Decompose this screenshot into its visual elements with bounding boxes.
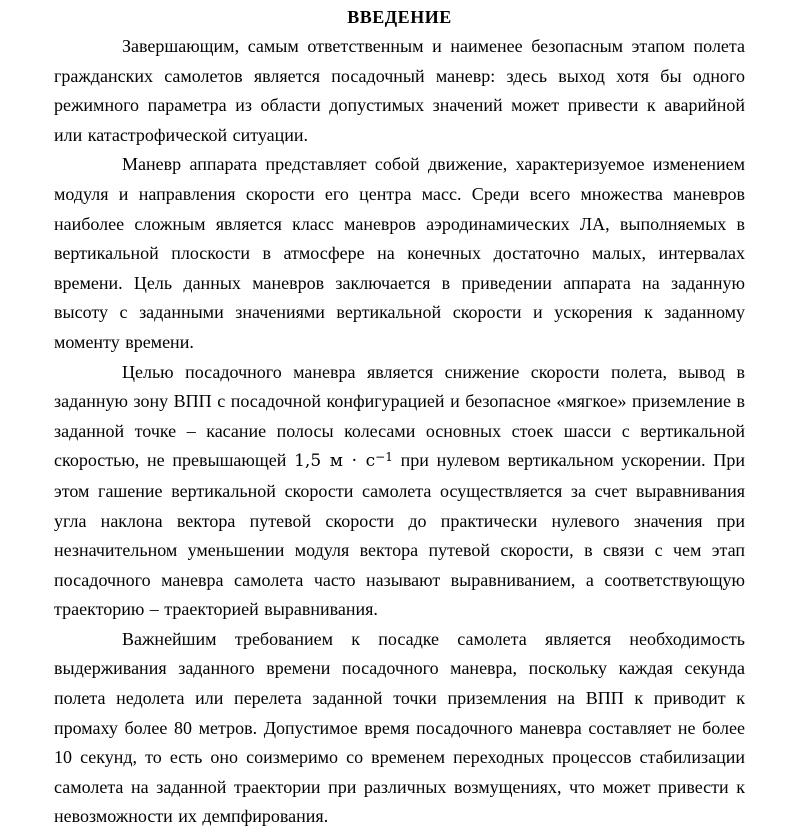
- paragraph-maneuver-definition: Маневр аппарата представляет собой движение, характеризуемое изменением модуля и направления скорости его центра масс. Среди всего множества маневров наиболее сложным является класс маневров аэродинамических ЛА, выполняемых в вертикальной плоскости в атмосфере на конечных достаточно малых, интервалах времени. Цель данных маневров заключается в приведении аппарата на заданную высоту с заданными значениями вертикальной скорости и ускорения к заданному моменту времени.: [54, 154, 745, 352]
- formula-base: 1,5 м · с: [294, 451, 376, 472]
- formula-exponent: −1: [375, 449, 393, 464]
- page-title: ВВЕДЕНИЕ: [347, 7, 452, 27]
- paragraph-3-text-before-formula: Целью посадочного маневра является снижение скорости полета, вывод в заданную зону ВПП с посадочной конфигурацией и безопасное «мягкое» приземление в заданной точке – касание полосы колесами основных стоек шасси с вертикальной скоростью, не превышающей: [54, 361, 745, 471]
- paragraph-landing-time-requirement: Важнейшим требованием к посадке самолета является необходимость выдерживания заданного времени посадочного маневра, поскольку каждая секунда полета недолета или перелета заданной точки приземления на ВПП к приводит к промаху более 80 метров. Допустимое время посадочного маневра составляет не более 10 секунд, то есть оно соизмеримо со временем переходных процессов стабилизации самолета на заданной траектории при различных возмущениях, что может привести к невозможности их демпфирования.: [54, 628, 745, 827]
- vertical-speed-formula: [294, 451, 393, 471]
- paragraph-landing-goal: [54, 358, 745, 625]
- paragraph-3-text-after-formula: при нулевом вертикальном ускорении. При этом гашение вертикальной скорости самолета осуществляется за счет выравнивания угла наклона вектора путевой скорости до практически нулевого значения при незначительном уменьшении модуля вектора путевой скорости, в связи с чем этап посадочного маневра самолета часто называют выравниванием, а соответствующую траекторию – траекторией выравнивания.: [54, 450, 745, 620]
- paragraph-landing-maneuver-danger: Завершающим, самым ответственным и наименее безопасным этапом полета гражданских самолетов является посадочный маневр: здесь выход хотя бы одного режимного параметра из области допустимых значений может привести к аварийной или катастрофической ситуации.: [54, 36, 745, 145]
